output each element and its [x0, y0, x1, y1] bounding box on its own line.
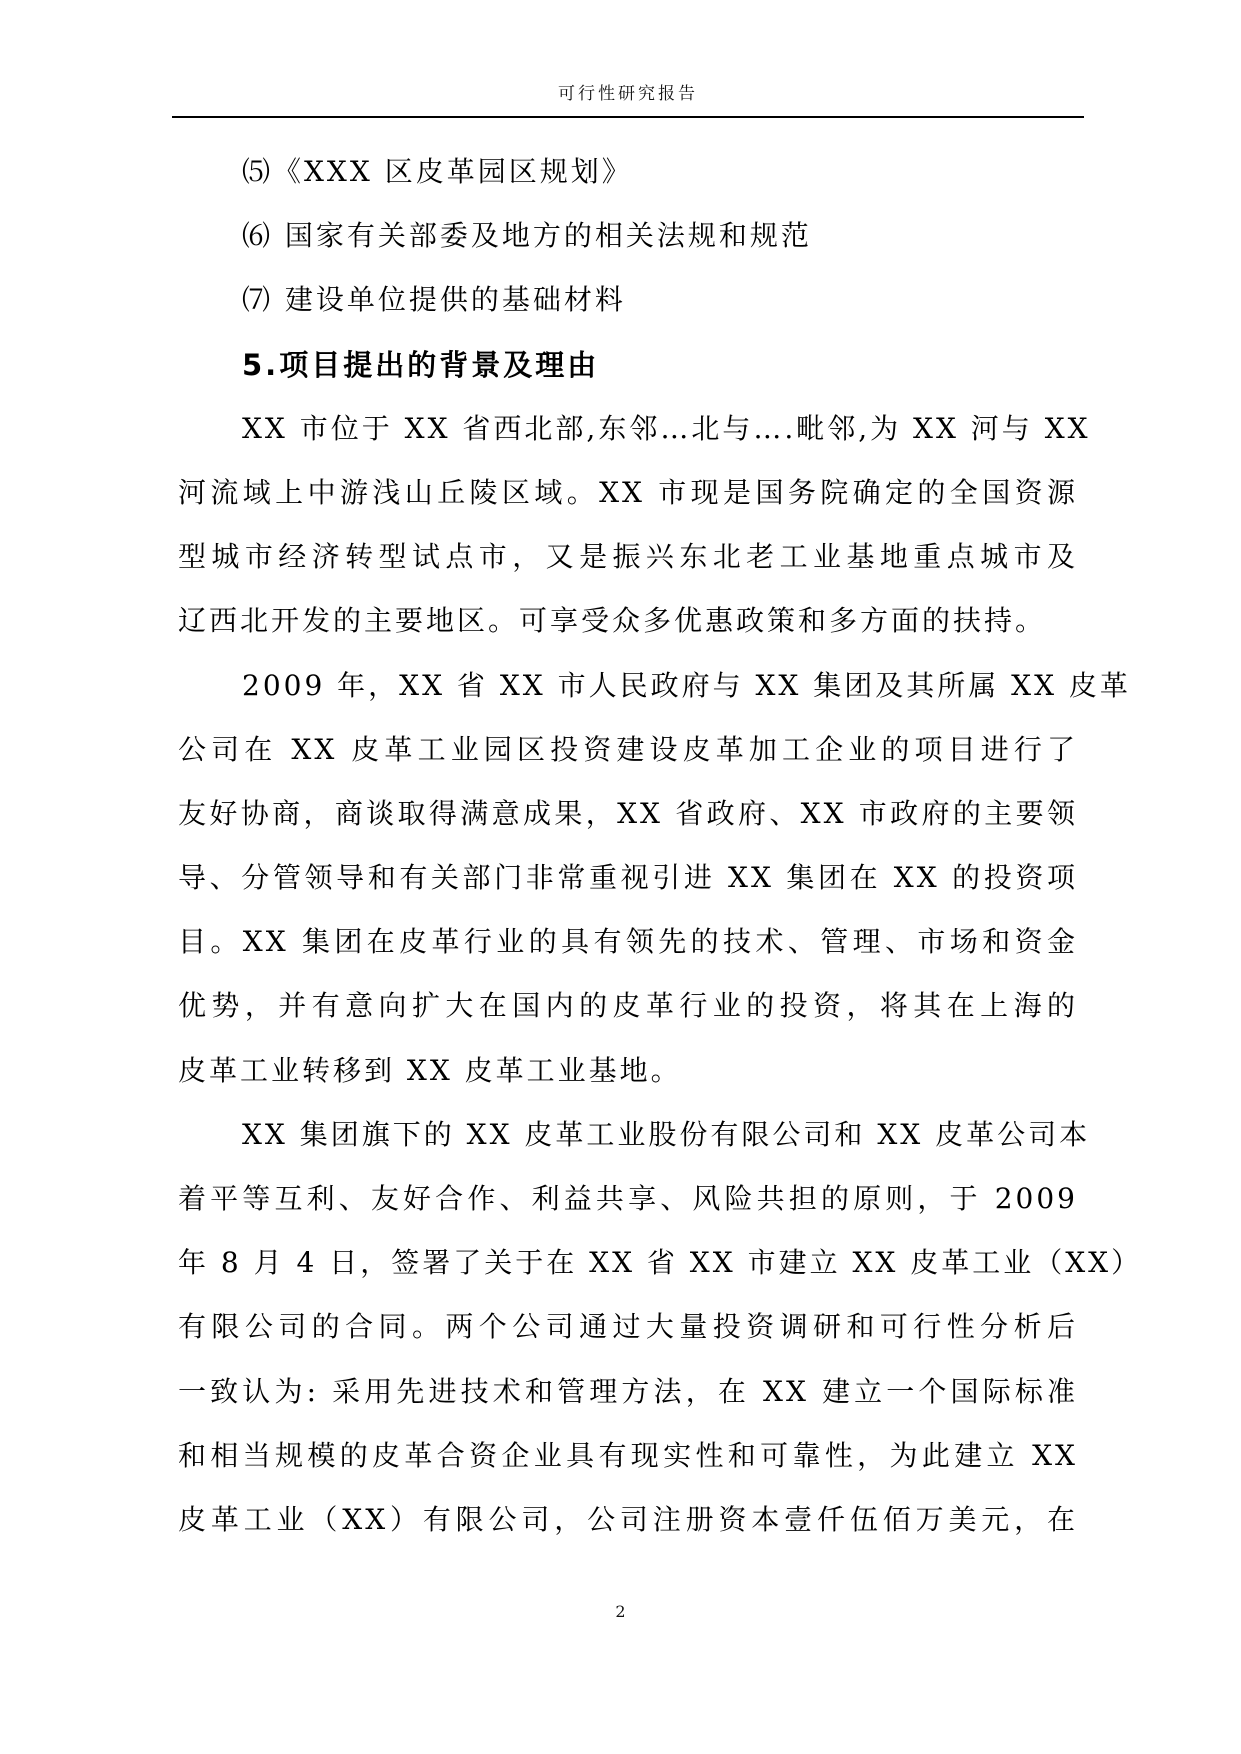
- paragraph-location: [178, 397, 1091, 654]
- paragraph-line: 公司在 XX 皮革工业园区投资建设皮革加工企业的项目进行了: [178, 732, 1078, 766]
- paragraph-line: 导、分管领导和有关部门非常重视引进 XX 集团在 XX 的投资项: [178, 861, 1078, 895]
- paragraph-line: 辽西北开发的主要地区。可享受众多优惠政策和多方面的扶持。: [178, 604, 1047, 638]
- paragraph-line: 优势，并有意向扩大在国内的皮革行业的投资，将其在上海的: [178, 989, 1078, 1023]
- paragraph-contract: [178, 1103, 1143, 1552]
- paragraph-line: 目。XX 集团在皮革行业的具有领先的技术、管理、市场和资金: [178, 925, 1078, 959]
- paragraph-line: 年 8 月 4 日，签署了关于在 XX 省 XX 市建立 XX 皮革工业（XX）: [178, 1246, 1143, 1280]
- paragraph-negotiation: [178, 654, 1131, 1103]
- paragraph-line: 皮革工业（XX）有限公司，公司注册资本壹仟伍佰万美元，在: [178, 1502, 1078, 1536]
- page-number: 2: [615, 1602, 626, 1621]
- paragraph-line: 皮革工业转移到 XX 皮革工业基地。: [178, 1053, 682, 1087]
- paragraph-line: 型城市经济转型试点市，又是振兴东北老工业基地重点城市及: [178, 540, 1078, 574]
- paragraph-line: 着平等互利、友好合作、利益共享、风险共担的原则，于 2009: [178, 1182, 1078, 1215]
- paragraph-line: 有限公司的合同。两个公司通过大量投资调研和可行性分析后: [178, 1310, 1078, 1344]
- reference-item: ⑸《XXX 区皮革园区规划》: [242, 155, 633, 188]
- paragraph-line: XX 市位于 XX 省西北部,东邻…北与….毗邻,为 XX 河与 XX: [242, 411, 1091, 445]
- paragraph-line: 和相当规模的皮革合资企业具有现实性和可靠性，为此建立 XX: [178, 1438, 1078, 1472]
- paragraph-line: 一致认为: 采用先进技术和管理方法，在 XX 建立一个国际标准: [178, 1374, 1078, 1408]
- document-body: [178, 140, 1143, 1552]
- section-heading: 5.项目提出的背景及理由: [242, 347, 600, 382]
- reference-item: ⑹ 国家有关部委及地方的相关法规和规范: [242, 219, 812, 253]
- paragraph-line: XX 集团旗下的 XX 皮革工业股份有限公司和 XX 皮革公司本: [242, 1117, 1091, 1151]
- page-header-title: 可行性研究报告: [558, 84, 698, 104]
- header-divider: [172, 116, 1084, 118]
- paragraph-line: 2009 年，XX 省 XX 市人民政府与 XX 集团及其所属 XX 皮革: [242, 668, 1131, 702]
- reference-item: ⑺ 建设单位提供的基础材料: [242, 283, 626, 317]
- paragraph-line: 河流域上中游浅山丘陵区域。XX 市现是国务院确定的全国资源: [178, 475, 1078, 509]
- paragraph-line: 友好协商，商谈取得满意成果，XX 省政府、XX 市政府的主要领: [178, 796, 1078, 830]
